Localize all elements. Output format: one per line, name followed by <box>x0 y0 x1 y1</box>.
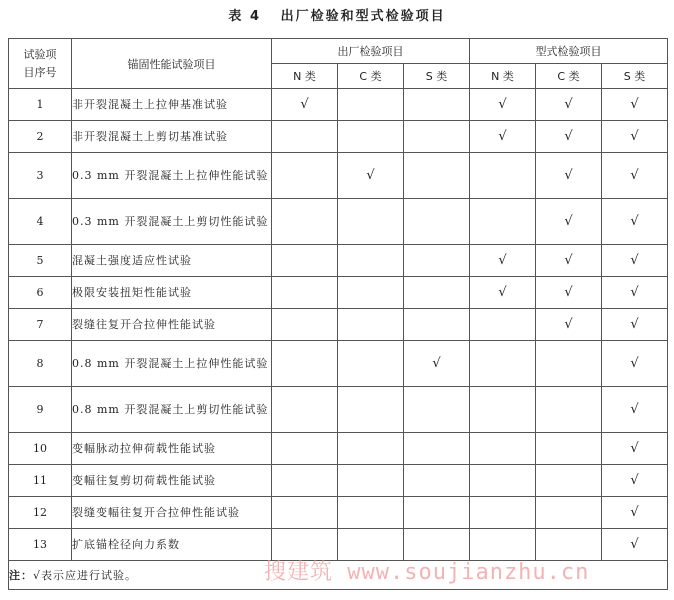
note-label: 注： <box>9 569 33 582</box>
empty-mark-cell <box>536 433 602 465</box>
empty-mark-cell <box>470 387 536 433</box>
header-factory-group: 出厂检验项目 <box>272 39 470 64</box>
empty-mark-cell <box>470 153 536 199</box>
row-item-name-cell: 非开裂混凝土上拉伸基准试验 <box>72 89 272 121</box>
row-item-name-cell: 变幅脉动拉伸荷载性能试验 <box>72 433 272 465</box>
row-seq-cell: 13 <box>9 529 72 561</box>
empty-mark-cell <box>272 245 338 277</box>
empty-mark-cell <box>404 89 470 121</box>
row-seq-cell: 7 <box>9 309 72 341</box>
row-seq-cell: 4 <box>9 199 72 245</box>
row-item-name-cell: 裂缝往复开合拉伸性能试验 <box>72 309 272 341</box>
site-watermark: 搜建筑 www.soujianzhu.cn <box>264 560 590 585</box>
check-mark-cell: √ <box>470 277 536 309</box>
empty-mark-cell <box>272 497 338 529</box>
header-factory-c: C 类 <box>338 64 404 89</box>
table-caption: 表 4 出厂检验和型式检验项目 <box>228 9 446 24</box>
empty-mark-cell <box>272 199 338 245</box>
check-mark-cell: √ <box>536 89 602 121</box>
header-seq <box>9 39 72 89</box>
table-row <box>9 387 668 433</box>
table-row <box>9 153 668 199</box>
header-type-c: C 类 <box>536 64 602 89</box>
table-row <box>9 433 668 465</box>
table-row <box>9 497 668 529</box>
row-item-name-cell: 非开裂混凝土上剪切基准试验 <box>72 121 272 153</box>
empty-mark-cell <box>338 199 404 245</box>
row-item-name-cell: 0.8 mm 开裂混凝土上剪切性能试验 <box>72 387 272 433</box>
table-row <box>9 341 668 387</box>
check-mark-cell: √ <box>470 89 536 121</box>
table-row <box>9 465 668 497</box>
empty-mark-cell <box>338 497 404 529</box>
empty-mark-cell <box>470 465 536 497</box>
check-mark-cell: √ <box>338 153 404 199</box>
empty-mark-cell <box>338 529 404 561</box>
row-seq-cell: 11 <box>9 465 72 497</box>
check-mark-cell: √ <box>536 245 602 277</box>
empty-mark-cell <box>404 387 470 433</box>
empty-mark-cell <box>338 387 404 433</box>
empty-mark-cell <box>338 121 404 153</box>
table-row <box>9 529 668 561</box>
note-text: √表示应进行试验。 <box>33 569 138 582</box>
row-seq-cell: 2 <box>9 121 72 153</box>
empty-mark-cell <box>404 121 470 153</box>
empty-mark-cell <box>470 199 536 245</box>
empty-mark-cell <box>536 341 602 387</box>
header-type-s: S 类 <box>602 64 668 89</box>
header-type-group: 型式检验项目 <box>470 39 668 64</box>
empty-mark-cell <box>404 245 470 277</box>
row-item-name-cell: 0.3 mm 开裂混凝土上剪切性能试验 <box>72 199 272 245</box>
empty-mark-cell <box>404 497 470 529</box>
table-note <box>9 561 668 590</box>
empty-mark-cell <box>404 199 470 245</box>
check-mark-cell: √ <box>602 309 668 341</box>
check-mark-cell: √ <box>536 309 602 341</box>
row-item-name-cell: 变幅往复剪切荷载性能试验 <box>72 465 272 497</box>
empty-mark-cell <box>470 529 536 561</box>
check-mark-cell: √ <box>536 153 602 199</box>
table-row <box>9 89 668 121</box>
empty-mark-cell <box>404 465 470 497</box>
check-mark-cell: √ <box>536 277 602 309</box>
empty-mark-cell <box>272 529 338 561</box>
check-mark-cell: √ <box>470 121 536 153</box>
empty-mark-cell <box>338 277 404 309</box>
row-seq-cell: 9 <box>9 387 72 433</box>
row-item-name-cell: 0.3 mm 开裂混凝土上拉伸性能试验 <box>72 153 272 199</box>
empty-mark-cell <box>272 465 338 497</box>
row-seq-cell: 5 <box>9 245 72 277</box>
empty-mark-cell <box>338 433 404 465</box>
check-mark-cell: √ <box>470 245 536 277</box>
empty-mark-cell <box>536 387 602 433</box>
row-seq-cell: 10 <box>9 433 72 465</box>
header-seq-label: 试验项 目序号 <box>23 47 57 79</box>
empty-mark-cell <box>272 121 338 153</box>
empty-mark-cell <box>404 277 470 309</box>
empty-mark-cell <box>536 529 602 561</box>
row-seq-cell: 3 <box>9 153 72 199</box>
header-type-n: N 类 <box>470 64 536 89</box>
empty-mark-cell <box>470 309 536 341</box>
empty-mark-cell <box>272 309 338 341</box>
empty-mark-cell <box>404 529 470 561</box>
row-seq-cell: 6 <box>9 277 72 309</box>
header-item: 锚固性能试验项目 <box>72 39 272 89</box>
check-mark-cell: √ <box>602 153 668 199</box>
check-mark-cell: √ <box>602 433 668 465</box>
table-row <box>9 245 668 277</box>
row-item-name-cell: 混凝土强度适应性试验 <box>72 245 272 277</box>
empty-mark-cell <box>536 497 602 529</box>
empty-mark-cell <box>536 465 602 497</box>
check-mark-cell: √ <box>536 121 602 153</box>
empty-mark-cell <box>470 341 536 387</box>
row-item-name-cell: 极限安装扭矩性能试验 <box>72 277 272 309</box>
table-note-row <box>9 561 668 590</box>
row-seq-cell: 1 <box>9 89 72 121</box>
check-mark-cell: √ <box>602 89 668 121</box>
empty-mark-cell <box>338 341 404 387</box>
empty-mark-cell <box>272 387 338 433</box>
table-row <box>9 121 668 153</box>
check-mark-cell: √ <box>404 341 470 387</box>
table-body <box>9 89 668 561</box>
row-item-name-cell: 扩底锚栓径向力系数 <box>72 529 272 561</box>
check-mark-cell: √ <box>602 277 668 309</box>
empty-mark-cell <box>272 153 338 199</box>
table-row <box>9 309 668 341</box>
empty-mark-cell <box>404 309 470 341</box>
table-row <box>9 199 668 245</box>
empty-mark-cell <box>272 341 338 387</box>
empty-mark-cell <box>404 433 470 465</box>
empty-mark-cell <box>470 497 536 529</box>
empty-mark-cell <box>470 433 536 465</box>
check-mark-cell: √ <box>602 497 668 529</box>
check-mark-cell: √ <box>602 341 668 387</box>
check-mark-cell: √ <box>602 387 668 433</box>
header-factory-s: S 类 <box>404 64 470 89</box>
table-row <box>9 277 668 309</box>
check-mark-cell: √ <box>602 465 668 497</box>
empty-mark-cell <box>338 89 404 121</box>
check-mark-cell: √ <box>602 245 668 277</box>
empty-mark-cell <box>338 245 404 277</box>
check-mark-cell: √ <box>602 529 668 561</box>
empty-mark-cell <box>272 433 338 465</box>
inspection-items-table <box>8 38 668 590</box>
row-seq-cell: 12 <box>9 497 72 529</box>
empty-mark-cell <box>272 277 338 309</box>
check-mark-cell: √ <box>602 199 668 245</box>
check-mark-cell: √ <box>602 121 668 153</box>
row-item-name-cell: 裂缝变幅往复开合拉伸性能试验 <box>72 497 272 529</box>
row-seq-cell: 8 <box>9 341 72 387</box>
empty-mark-cell <box>338 465 404 497</box>
check-mark-cell: √ <box>272 89 338 121</box>
check-mark-cell: √ <box>536 199 602 245</box>
empty-mark-cell <box>338 309 404 341</box>
empty-mark-cell <box>404 153 470 199</box>
header-factory-n: N 类 <box>272 64 338 89</box>
row-item-name-cell: 0.8 mm 开裂混凝土上拉伸性能试验 <box>72 341 272 387</box>
